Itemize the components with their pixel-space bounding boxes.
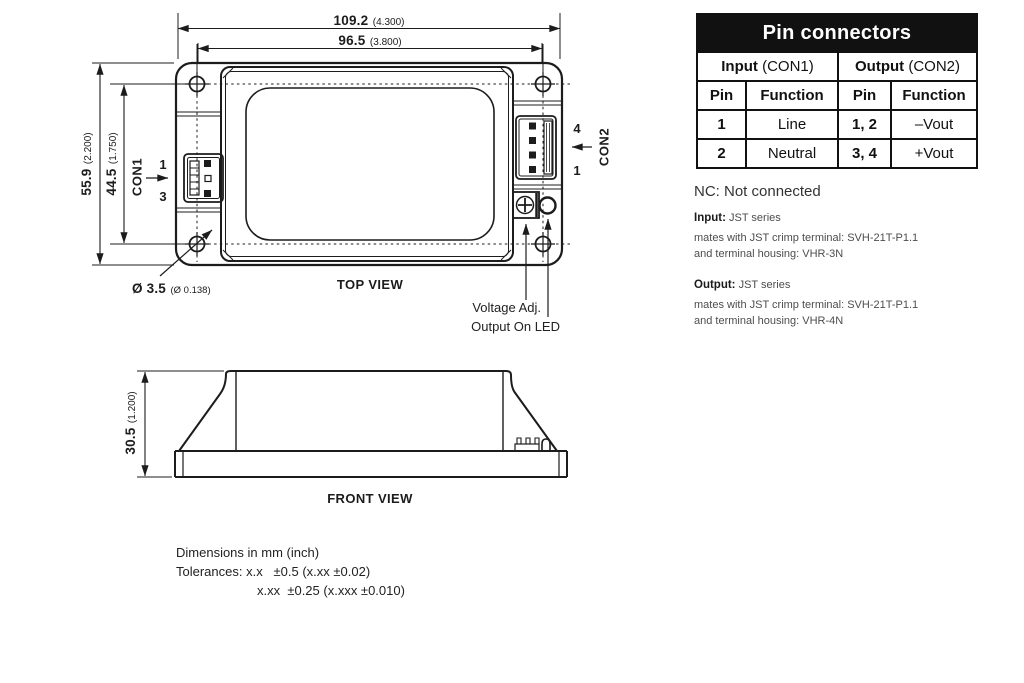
con1-pin-top-label: 1	[159, 157, 167, 172]
table-column-header-row	[697, 81, 977, 110]
dim-hole-span-width: 96.5 (3.800)	[338, 33, 402, 48]
con1-label: CON1	[129, 157, 145, 197]
input-note-heading: Input: JST series	[694, 212, 781, 224]
front-view-caption: FRONT VIEW	[327, 491, 413, 506]
con2-pin-top-label: 4	[573, 121, 581, 136]
table-title: Pin connectors	[697, 14, 977, 52]
output-note-heading: Output: JST series	[694, 279, 791, 291]
con2-label: CON2	[596, 127, 612, 167]
cell-in-pin: 2	[697, 139, 746, 168]
table-row	[697, 110, 977, 139]
dim-outer-height: 55.9 (2.200)	[79, 132, 94, 196]
output-led-callout: Output On LED	[471, 319, 560, 334]
cell-in-fn: Neutral	[746, 139, 838, 168]
con2-pin-bottom-label: 1	[573, 163, 581, 178]
output-note-line3: and terminal housing: VHR-4N	[694, 315, 844, 327]
tolerance-note-1: Tolerances: x.x ±0.5 (x.xx ±0.02)	[176, 564, 371, 579]
col-header-function-1: Function	[746, 81, 838, 110]
pin-connectors-table	[696, 13, 978, 169]
col-header-function-2: Function	[891, 81, 977, 110]
output-group-header: Output (CON2)	[838, 52, 977, 81]
table-title-row	[697, 14, 977, 52]
table-row	[697, 139, 977, 168]
dim-front-height: 30.5 (1.200)	[123, 391, 138, 455]
col-header-pin-1: Pin	[697, 81, 746, 110]
output-note-line2: mates with JST crimp terminal: SVH-21T-P1.1	[694, 299, 919, 311]
top-view-outline	[176, 63, 562, 265]
input-note-line2: mates with JST crimp terminal: SVH-21T-P1.1	[694, 232, 919, 244]
front-view-dimension-lines	[137, 371, 224, 477]
input-group-header: Input (CON1)	[697, 52, 838, 81]
table-group-row	[697, 52, 977, 81]
dim-outer-width: 109.2 (4.300)	[333, 13, 405, 28]
dim-hole-span-height: 44.5 (1.750)	[104, 132, 119, 196]
cell-in-pin: 1	[697, 110, 746, 139]
cell-out-pin: 3, 4	[838, 139, 891, 168]
cell-in-fn: Line	[746, 110, 838, 139]
con1-pin-bottom-label: 3	[159, 189, 167, 204]
cell-out-fn: +Vout	[891, 139, 977, 168]
units-note: Dimensions in mm (inch)	[176, 545, 320, 560]
cell-out-fn: –Vout	[891, 110, 977, 139]
nc-note: NC: Not connected	[694, 183, 821, 200]
tolerance-note-2: x.xx ±0.25 (x.xxx ±0.010)	[257, 583, 405, 598]
top-view-caption: TOP VIEW	[336, 277, 404, 292]
front-view-outline	[175, 371, 567, 477]
cell-out-pin: 1, 2	[838, 110, 891, 139]
col-header-pin-2: Pin	[838, 81, 891, 110]
dim-hole-diameter: Ø 3.5 (Ø 0.138)	[132, 281, 211, 296]
input-note-line3: and terminal housing: VHR-3N	[694, 248, 844, 260]
voltage-adj-callout: Voltage Adj.	[472, 300, 541, 315]
